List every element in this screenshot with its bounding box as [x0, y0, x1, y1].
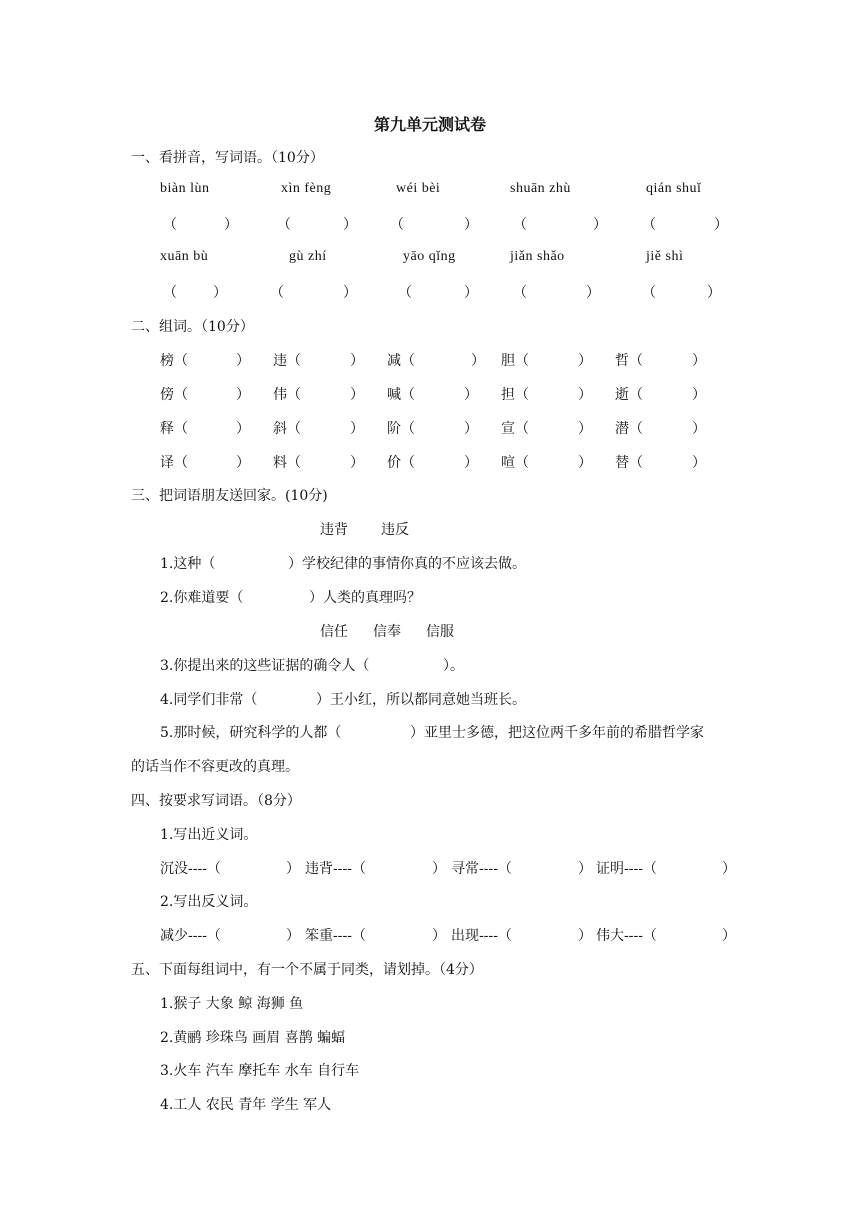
character: 价 [387, 455, 401, 471]
answer-bracket-left: （ [287, 421, 301, 437]
answer-bracket-right: ） [464, 285, 478, 301]
answer-bracket-right: ） [692, 353, 706, 369]
antonym-item: 减少----（ [160, 928, 221, 944]
character: 宣 [501, 421, 515, 437]
synonym-item: 违背----（ [305, 861, 366, 877]
answer-bracket-left: （ [513, 285, 527, 301]
character: 胆 [501, 353, 515, 369]
answer-bracket-left: （ [398, 285, 412, 301]
synonym-item: 沉没----（ [160, 861, 221, 877]
answer-bracket-right: ） [578, 421, 592, 437]
answer-bracket-left: （ [390, 217, 404, 233]
answer-bracket-right: ） [343, 217, 357, 233]
answer-bracket-right: ） [350, 455, 364, 471]
section-3-heading: 三、把词语朋友送回家。(10分) [131, 488, 328, 504]
answer-bracket-right: ） [224, 217, 238, 233]
answer-bracket-right: ） [692, 387, 706, 403]
answer-bracket-left: （ [401, 387, 415, 403]
pinyin-item: xìn fèng [281, 181, 332, 196]
answer-bracket-left: （ [629, 455, 643, 471]
pinyin-item: xuān bù [160, 249, 209, 264]
character: 阶 [387, 421, 401, 437]
answer-bracket-right: ） [578, 455, 592, 471]
answer-bracket-right: ） [707, 285, 721, 301]
character: 替 [615, 455, 629, 471]
character: 译 [160, 455, 174, 471]
answer-bracket-right: ） [692, 455, 706, 471]
answer-bracket-left: （ [515, 353, 529, 369]
word-option: 违反 [381, 522, 409, 538]
character: 傍 [160, 387, 174, 403]
answer-bracket-right: ） [593, 217, 607, 233]
answer-bracket-right: ） [236, 353, 250, 369]
answer-bracket-left: （ [642, 217, 656, 233]
pinyin-item: shuān zhù [510, 181, 571, 196]
answer-bracket-left: （ [287, 387, 301, 403]
answer-bracket-right: ） [350, 387, 364, 403]
sentence-3-end: ）。 [443, 658, 464, 674]
sentence-1-start: 1.这种（ [160, 556, 216, 572]
word-group-item: 4.工人 农民 青年 学生 军人 [160, 1097, 332, 1113]
pinyin-item: biàn lùn [160, 181, 210, 196]
section-5-heading: 五、下面每组词中，有一个不属于同类，请划掉。（4分） [131, 962, 483, 978]
character: 哲 [615, 353, 629, 369]
answer-bracket-left: （ [513, 217, 527, 233]
word-option: 违背 [320, 522, 348, 538]
answer-bracket-right: ） [464, 421, 478, 437]
antonym-item: 出现----（ [451, 928, 512, 944]
answer-bracket-left: （ [163, 217, 177, 233]
section-4-heading: 四、按要求写词语。（8分） [131, 793, 301, 809]
section-2-heading: 二、组词。（10分） [131, 319, 254, 335]
answer-bracket-left: （ [401, 353, 415, 369]
sentence-4-start: 4.同学们非常（ [160, 692, 258, 708]
answer-bracket-left: （ [515, 455, 529, 471]
character: 料 [273, 455, 287, 471]
sentence-2-start: 2.你难道要（ [160, 590, 244, 606]
word-group-item: 1.猴子 大象 鲸 海狮 鱼 [160, 996, 304, 1012]
answer-bracket-left: （ [174, 455, 188, 471]
answer-bracket-left: （ [629, 387, 643, 403]
answer-bracket-left: （ [629, 353, 643, 369]
pinyin-item: wéi bèi [396, 181, 441, 196]
answer-bracket-left: （ [174, 387, 188, 403]
sentence-5-end: ）亚里士多德，把这位两千多年前的希腊哲学家 [410, 725, 704, 741]
answer-bracket-right: ） [350, 353, 364, 369]
pinyin-item: jiǎn shǎo [510, 249, 565, 264]
answer-bracket-right: ） [586, 285, 600, 301]
answer-bracket-left: （ [642, 285, 656, 301]
word-group-item: 2.黄鹂 珍珠鸟 画眉 喜鹊 蝙蝠 [160, 1030, 346, 1046]
sentence-1-end: ）学校纪律的事情你真的不应该去做。 [288, 556, 526, 572]
character: 违 [273, 353, 287, 369]
sentence-4-end: ）王小红，所以都同意她当班长。 [316, 692, 526, 708]
answer-bracket-right: ） [236, 455, 250, 471]
antonym-item: 伟大----（ [596, 928, 657, 944]
character: 逝 [615, 387, 629, 403]
answer-bracket-right: ） [578, 353, 592, 369]
answer-bracket-right: ） [578, 861, 592, 877]
answer-bracket-left: （ [163, 285, 177, 301]
answer-bracket-right: ） [464, 387, 478, 403]
word-option: 信任 [320, 624, 348, 640]
answer-bracket-left: （ [401, 455, 415, 471]
word-group-item: 3.火车 汽车 摩托车 水车 自行车 [160, 1063, 360, 1079]
answer-bracket-right: ） [578, 928, 592, 944]
answer-bracket-right: ） [714, 217, 728, 233]
synonym-item: 证明----（ [596, 861, 657, 877]
answer-bracket-left: （ [515, 421, 529, 437]
synonym-subheading: 1.写出近义词。 [160, 827, 258, 843]
answer-bracket-right: ） [464, 455, 478, 471]
character: 担 [501, 387, 515, 403]
answer-bracket-left: （ [270, 285, 284, 301]
answer-bracket-right: ） [722, 861, 736, 877]
character: 潜 [615, 421, 629, 437]
sentence-5-start: 5.那时候，研究科学的人都（ [160, 725, 342, 741]
answer-bracket-right: ） [343, 285, 357, 301]
answer-bracket-right: ） [286, 928, 300, 944]
character: 释 [160, 421, 174, 437]
answer-bracket-right: ） [213, 285, 227, 301]
character: 喊 [387, 387, 401, 403]
answer-bracket-left: （ [287, 455, 301, 471]
word-option: 信服 [426, 624, 454, 640]
answer-bracket-left: （ [287, 353, 301, 369]
answer-bracket-left: （ [174, 353, 188, 369]
answer-bracket-right: ） [350, 421, 364, 437]
pinyin-item: qián shuǐ [646, 181, 702, 196]
answer-bracket-left: （ [174, 421, 188, 437]
antonym-item: 笨重----（ [305, 928, 366, 944]
word-option: 信奉 [373, 624, 401, 640]
answer-bracket-left: （ [401, 421, 415, 437]
character: 减 [387, 353, 401, 369]
sentence-3-start: 3.你提出来的这些证据的确令人（ [160, 658, 370, 674]
antonym-subheading: 2.写出反义词。 [160, 894, 258, 910]
pinyin-item: gù zhí [289, 249, 327, 264]
answer-bracket-right: ） [236, 421, 250, 437]
answer-bracket-right: ） [722, 928, 736, 944]
pinyin-item: jiě shì [646, 249, 684, 264]
page-title: 第九单元测试卷 [373, 115, 486, 134]
answer-bracket-right: ） [432, 861, 446, 877]
answer-bracket-right: ） [236, 387, 250, 403]
answer-bracket-right: ） [432, 928, 446, 944]
answer-bracket-left: （ [515, 387, 529, 403]
answer-bracket-right: ） [286, 861, 300, 877]
answer-bracket-right: ） [692, 421, 706, 437]
character: 榜 [160, 353, 174, 369]
answer-bracket-left: （ [629, 421, 643, 437]
sentence-2-end: ）人类的真理吗？ [309, 590, 421, 606]
answer-bracket-right: ） [578, 387, 592, 403]
sentence-5-continued: 的话当作不容更改的真理。 [131, 759, 299, 775]
answer-bracket-left: （ [277, 217, 291, 233]
synonym-item: 寻常----（ [451, 861, 512, 877]
answer-bracket-right: ） [464, 217, 478, 233]
pinyin-item: yāo qǐng [403, 249, 456, 264]
character: 伟 [273, 387, 287, 403]
character: 斜 [273, 421, 287, 437]
answer-bracket-right: ） [471, 353, 485, 369]
character: 喧 [501, 455, 515, 471]
section-1-heading: 一、看拼音，写词语。（10分） [131, 150, 324, 166]
